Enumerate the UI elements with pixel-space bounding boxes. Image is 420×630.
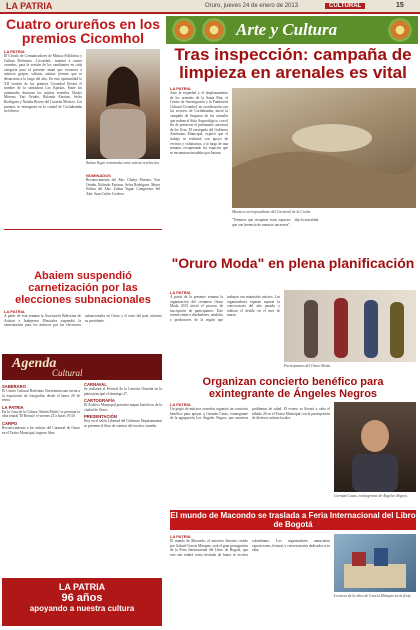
concert-body: Un grupo de músicos orureños organizó un concierto benéfico para apoyar a Germán Casas, exintegrante de la agrupación Los Ángeles Negros, que atraviesa problemas de salud. El evento se llevará a cabo el sábado 26 en el Teatro Municipal con la participación de diversos artistas locales. (170, 407, 330, 421)
macondo-photo (334, 534, 416, 592)
nominados-body: Reconocimiento del Año: Gladys Moreno, Yuri Ortuño, Rolando Encinas, Selva Rodríguez. Mejor Solista del Año: Zulma Yugar. Compositor del Año: Juan Carlos Cordero. (86, 178, 160, 196)
abaiem-kicker: LA PATRIA (4, 309, 25, 314)
agenda-item-body: El Centro Cultural Boliviano Norteamericano invita a la exposición de fotografías desde el lunes 28 de enero. (2, 389, 80, 403)
singer-portrait-icon (334, 402, 416, 492)
culture-section-banner (166, 16, 418, 44)
agenda-title: Agenda (12, 356, 57, 371)
main-body: Ante la sequedad y el desplazamiento de los arenales de la Santa Rita, el Centro de Investigación y la Fundación Cultural Cicomhol, en coordinación con los sectores de Cochabamba, inició la campaña de limpieza de los arenales que rodean el Sitio Arqueológico, con el fin de preservar el patrimonio ancestral de los Urus. El encargado del Gobierno Autónomo Municipal, explicó que el trabajo se realizará con apoyo de vecinos y voluntarios, a lo largo de una semana, recuperando los espacios que se encuentran invadidos por basura. (170, 91, 228, 155)
nominados-title: NOMINADOS (86, 173, 111, 178)
agenda-list (2, 382, 162, 435)
agenda-header (2, 354, 162, 380)
agenda-item-title: CARPO (2, 420, 18, 426)
agenda-item (2, 384, 80, 403)
main-quote: "Tenemos que recuperar estos espacios que son herencia de nuestros ancestros", dijo la autoridad. (232, 218, 320, 227)
newspaper-logo: LA PATRIA (6, 1, 53, 11)
issue-date: Oruro, jueves 24 de enero de 2013 (205, 3, 299, 9)
left-body: El Círculo de Comunicadores de Música Folklórica y Cultura Boliviana –Cicomhol– nominó a cuatro orureños, para la versión de los cambiantes en cada categoría para el presente anual que reconoce a músicos grupos, solistas, artistas jóvenes que se destacaron a lo largo del año. En esta oportunidad la XII versión de los premios Cicomhol llevará el nombre de la cantautora Los Kjarkas. Entre los nominados destacan los artistas orureños Gladys Moreno, Yuri Ortuño, Rolando Encinas, Selva Rodríguez y Natalia Rivero del Corazón Mestizo. Los premios se entregarán en la ciudad de Cochabamba en febrero. (4, 54, 82, 114)
abaiem-article (4, 270, 162, 328)
concert-kicker: LA PATRIA (170, 402, 191, 407)
macondo-article (170, 534, 330, 627)
macondo-headline: El mundo de Macondo se traslada a Feria Internacional del Libro de Bogotá (170, 511, 416, 529)
agenda-item-body: Hoy en el salón Libertad del Gobierno Departamental se presenta el libro de cuentos del escritor orureño. (84, 419, 162, 428)
agenda-item (84, 414, 162, 428)
agenda-item (84, 382, 162, 396)
macondo-caption: Lectores de la obra de García Márquez en la feria. (334, 594, 412, 598)
anniversary-promo (2, 578, 162, 626)
abaiem-headline: Abaiem suspendió carnetización por las elecciones subnacionales (15, 270, 151, 306)
culture-section-title: Arte y Cultura (236, 20, 338, 39)
agenda-item-title: LA PATRIA (2, 404, 24, 410)
agenda-item (84, 398, 162, 412)
flower-icon (172, 18, 196, 42)
agenda-item-title: CARTOGRAFÍA (84, 398, 115, 404)
main-article-col1 (170, 86, 228, 231)
left-article-text (4, 49, 82, 114)
left-photo (86, 49, 160, 159)
left-headline: Cuatro orureños en los premios Cicomhol (5, 16, 161, 46)
concert-headline: Organizan concierto benéfico para exintegrante de Ángeles Negros (202, 376, 384, 400)
oruro-moda-headline: "Oruro Moda" en plena planificación (171, 255, 415, 271)
models-icon (284, 290, 416, 362)
promo-line2: 96 años (61, 592, 103, 604)
agenda-subtitle: Cultural (52, 368, 83, 378)
macondo-body: El mundo de Macondo, el universo literario creado por Gabriel García Márquez, será el gran protagonista de la Feria Internacional del Libro de Bogotá, que este año tendrá como invitado de honor al escritor colombiano. Los organizadores anunciaron exposiciones, lecturas y conversatorios dedicados a su obra. (170, 539, 330, 557)
oruro-moda-kicker: LA PATRIA (170, 290, 191, 295)
divider (4, 229, 162, 230)
oruro-moda-caption: Participantes del Oruro Moda. (284, 364, 332, 368)
main-photo-caption: Muestra correspondiente del Carnaval de la Cocha. (232, 210, 312, 214)
agenda-item-title: PRESENTACIÓN (84, 414, 117, 420)
promo-line3: apoyando a nuestra cultura (29, 604, 135, 613)
woman-portrait-icon (86, 49, 160, 159)
oruro-moda-photo (284, 290, 416, 362)
agenda-item (2, 421, 80, 435)
agenda-item-body: Reconocimiento a los artistas del Carnaval de Oruro en el Teatro Municipal, ingreso libre. (2, 425, 80, 435)
agenda-item-body: En la Casa de la Cultura 'Simón Patiño' se presenta la obra teatral 'El Retrato' el viernes 25 a horas 19:30. (2, 409, 80, 419)
main-photo (232, 88, 416, 208)
concert-article (170, 402, 330, 507)
left-kicker: LA PATRIA (4, 49, 25, 54)
macondo-kicker: LA PATRIA (170, 534, 191, 539)
book-fair-icon (334, 534, 416, 592)
sand-dunes-icon (232, 88, 416, 208)
page-number: 15 (396, 2, 404, 9)
main-kicker: LA PATRIA (170, 86, 191, 91)
oruro-moda-body: A partir de la presente semana la organización del certamen Oruro Moda 2013 inició el proceso de inscripción de participantes. Este evento reúne a diseñadores, modelos y productores de la región que trabajan con materiales nativos. Los organizadores esperan superar la convocatoria del año pasado y realizar el desfile en el mes de marzo. (170, 295, 280, 322)
flower-icon (388, 18, 412, 42)
left-article (4, 17, 162, 230)
page-header (0, 0, 420, 14)
left-photo-caption: Zulma Yugar nominada como artista revelación. (86, 161, 160, 165)
oruro-moda-article (170, 290, 280, 369)
concert-caption: Germán Casas, exintegrante de Ángeles Negros. (334, 494, 408, 498)
main-headline: Tras inspección: campaña de limpieza en arenales es vital (174, 45, 412, 82)
agenda-item-body: El Archivo Municipal presenta mapas históricos de la ciudad de Oruro. (84, 403, 162, 412)
section-label: CULTURAL (325, 3, 365, 9)
agenda-item-title: CARNAVAL (84, 382, 107, 387)
concert-photo (334, 402, 416, 492)
agenda-item (2, 405, 80, 419)
flower-icon (202, 18, 226, 42)
agenda-item-body: Se realizará el Festival de la Canción Orureña en la plaza principal el domingo 27. (84, 387, 162, 396)
agenda-box (2, 354, 162, 574)
abaiem-body: A partir de esta semana la Asociación Boliviana de Artistas e Intérpretes Musicales suspendió la carnetización para los músicos por las elecciones subnacionales en Oruro y el resto del país, informó su presidente. (4, 314, 162, 328)
macondo-banner (170, 510, 416, 530)
promo-line1: LA PATRIA (58, 582, 106, 592)
agenda-item-title: SABERARO (2, 384, 26, 389)
